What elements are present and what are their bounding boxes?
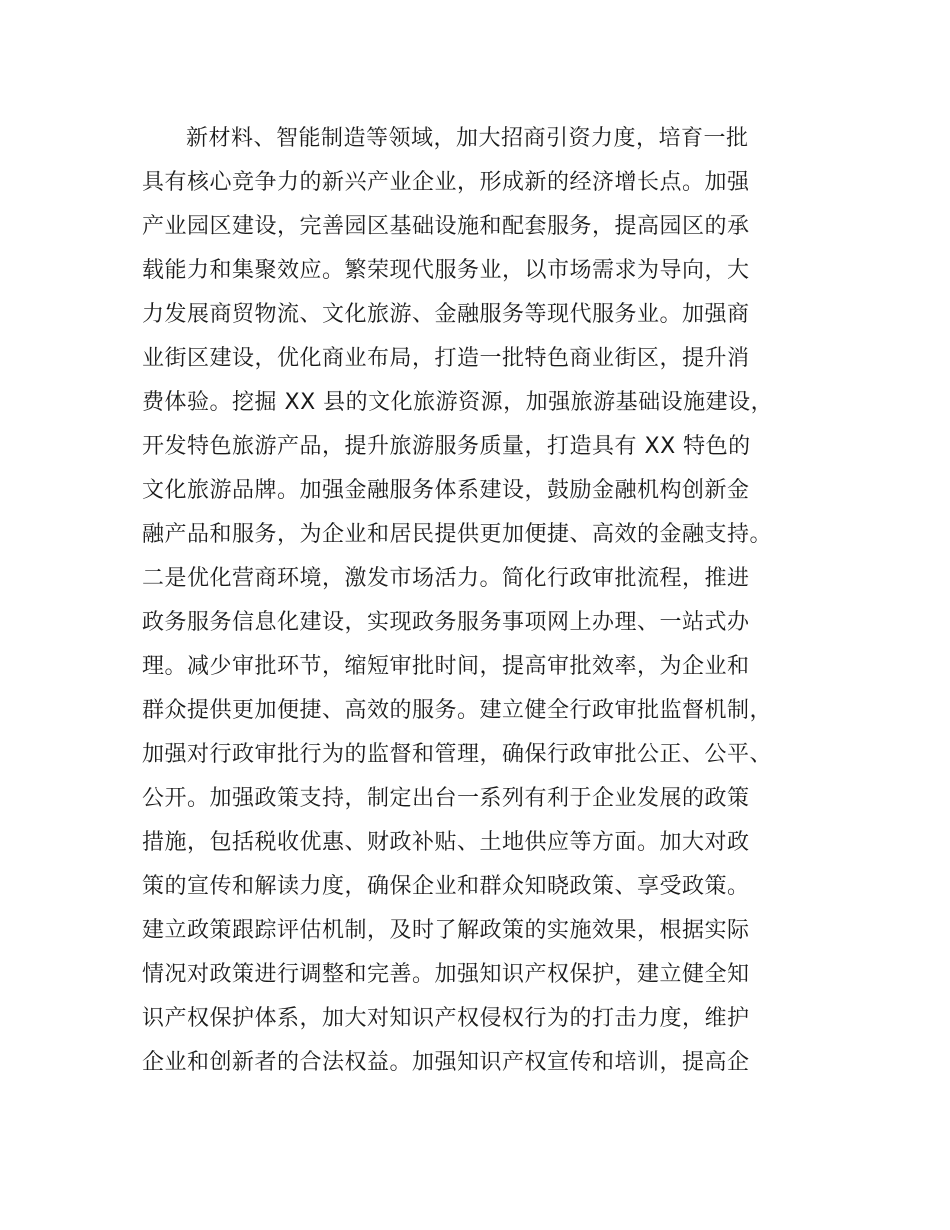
text-line: 企业和创新者的合法权益。加强知识产权宣传和培训，提高企 <box>142 1050 750 1075</box>
text-line: 文化旅游品牌。加强金融服务体系建设，鼓励金融机构创新金 <box>142 478 750 503</box>
text-line: 加强对行政审批行为的监督和管理，确保行政审批公正、公平、 <box>142 742 773 767</box>
text-line: 建立政策跟踪评估机制，及时了解政策的实施效果，根据实际 <box>142 918 750 943</box>
text-line: 业街区建设，优化商业布局，打造一批特色商业街区，提升消 <box>142 346 750 371</box>
text-line: 力发展商贸物流、文化旅游、金融服务等现代服务业。加强商 <box>142 302 750 327</box>
text-line: 开发特色旅游产品，提升旅游服务质量，打造具有 XX 特色的 <box>142 434 751 459</box>
text-line: 群众提供更加便捷、高效的服务。建立健全行政审批监督机制， <box>142 698 773 723</box>
text-line: 产业园区建设，完善园区基础设施和配套服务，提高园区的承 <box>142 214 750 239</box>
text-line: 策的宣传和解读力度，确保企业和群众知晓政策、享受政策。 <box>142 874 750 899</box>
text-line: 二是优化营商环境，激发市场活力。简化行政审批流程，推进 <box>142 566 750 591</box>
text-line: 融产品和服务，为企业和居民提供更加便捷、高效的金融支持。 <box>142 522 773 547</box>
body-text <box>142 117 842 1085</box>
text-line: 识产权保护体系，加大对知识产权侵权行为的打击力度，维护 <box>142 1006 750 1031</box>
text-line: 载能力和集聚效应。繁荣现代服务业，以市场需求为导向，大 <box>142 258 750 283</box>
text-line: 具有核心竞争力的新兴产业企业，形成新的经济增长点。加强 <box>142 170 750 195</box>
text-line: 公开。加强政策支持，制定出台一系列有利于企业发展的政策 <box>142 786 750 811</box>
text-line: 政务服务信息化建设，实现政务服务事项网上办理、一站式办 <box>142 610 750 635</box>
text-line: 费体验。挖掘 XX 县的文化旅游资源，加强旅游基础设施建设， <box>142 390 774 415</box>
text-line: 新材料、智能制造等领域，加大招商引资力度，培育一批 <box>186 126 749 151</box>
text-line: 情况对政策进行调整和完善。加强知识产权保护，建立健全知 <box>142 962 750 987</box>
text-line: 理。减少审批环节，缩短审批时间，提高审批效率，为企业和 <box>142 654 750 679</box>
text-line: 措施，包括税收优惠、财政补贴、土地供应等方面。加大对政 <box>142 830 750 855</box>
